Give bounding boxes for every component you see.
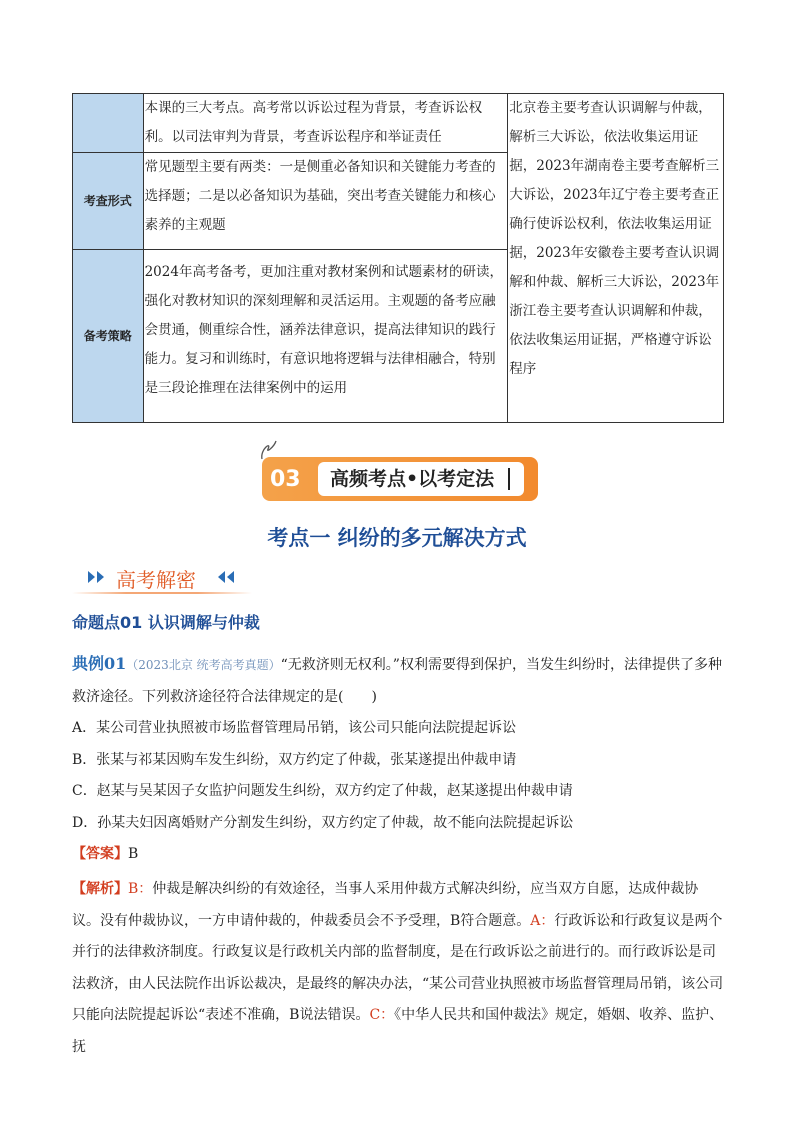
subsection-label: 高考解密	[116, 568, 196, 592]
table-row	[73, 94, 724, 153]
question-lead: 典例01	[72, 654, 127, 673]
analysis-text-3: 《中华人民共和国仲裁法》规定，婚姻、收养、监护、抚	[72, 1007, 724, 1055]
banner-title-box	[318, 462, 524, 496]
analysis-key-c: C：	[369, 1007, 395, 1023]
answer-value: B	[128, 846, 139, 862]
banner-number: 03	[270, 467, 301, 492]
exam-content-cell: 本课的三大考点。高考常以诉讼过程为背景，考查诉讼权利。以司法审判为背景，考查诉讼程序和举证责任	[143, 94, 508, 153]
analysis-text-2: 行政诉讼和行政复议是两个并行的法律救济制度。行政复议是行政机关内部的监督制度，是在行政诉讼之前进行的。而行政诉讼是司法救济，由人民法院作出诉讼裁决，是最终的解决办法，“某公司营业执照被市场监督管理局吊销，该公司只能向法院提起诉讼“表述不准确，B说法错误。	[72, 912, 724, 1023]
option-d: D．孙某夫妇因离婚财产分割发生纠纷，双方约定了仲裁，故不能向法院提起诉讼	[72, 814, 574, 831]
example-question	[72, 648, 726, 871]
topic-heading: 命题点01 认识调解与仲裁	[72, 613, 260, 632]
double-arrow-right-icon	[88, 570, 110, 584]
analysis-label: 【解析】	[72, 881, 128, 897]
option-a: A．某公司营业执照被市场监督管理局吊销，该公司只能向法院提起诉讼	[72, 720, 517, 736]
option-c: C．赵某与吴某因子女监护问题发生纠纷，双方约定了仲裁，赵某遂提出仲裁申请	[72, 783, 573, 799]
row-label-strategy: 备考策略	[73, 250, 144, 423]
answer-line	[72, 839, 726, 871]
analysis-key-a: A：	[530, 912, 555, 929]
option-b: B．张某与祁某因购车发生纠纷，双方约定了仲裁，张某遂提出仲裁申请	[72, 751, 517, 768]
strategy-cell: 2024年高考备考，更加注重对教材案例和试题素材的研读，强化对教材知识的深刻理解和灵活运用。主观题的备考应融会贯通，侧重综合性，涵养法律意识，提高法律知识的践行能力。复习和训练时，有意识地将逻辑与法律相融合，特别是三段论推理在法律案例中的运用	[143, 250, 508, 423]
row-label	[73, 94, 144, 153]
subsection-header	[88, 564, 248, 592]
question-stem: “无救济则无权利。”权利需要得到保护，当发生纠纷时，法律提供了多种救济途径。下列救济途径符合法律规定的是( )	[72, 657, 722, 705]
exam-trend-cell: 北京卷主要考查认识调解与仲裁，解析三大诉讼，依法收集运用证据，2023年湖南卷主要考查解析三大诉讼，2023年辽宁卷主要考查正确行使诉讼权利，依法收集运用证据，2023年安徽卷主要考查认识调解和仲裁、解析三大诉讼，2023年浙江卷主要考查认识调解和仲裁，依法收集运用证据，严格遵守诉讼程序	[508, 94, 724, 423]
section-title: 考点一 纠纷的多元解决方式	[267, 526, 527, 550]
analysis-text-1: 仲裁是解决纠纷的有效途径，当事人采用仲裁方式解决纠纷，应当双方自愿，达成仲裁协议。没有仲裁协议，一方申请仲裁的，仲裁委员会不予受理，B符合题意。	[72, 881, 699, 929]
row-label-exam-form: 考查形式	[73, 153, 144, 250]
exam-form-cell: 常见题型主要有两类：一是侧重必备知识和关键能力考查的选择题；二是以必备知识为基础，突出考查关键能力和核心素养的主观题	[143, 153, 508, 250]
analysis-paragraph	[72, 874, 726, 1063]
answer-label: 【答案】	[72, 846, 128, 862]
subsection-underline	[72, 592, 252, 594]
banner-title: 高频考点•以考定法	[330, 468, 495, 490]
question-source: （2023北京 统考高考真题）	[126, 658, 281, 672]
text-cursor-icon	[508, 468, 510, 490]
exam-info-table	[72, 93, 724, 423]
double-arrow-left-icon	[218, 570, 240, 584]
analysis-key-b: B：	[128, 881, 153, 897]
section-banner	[258, 437, 543, 509]
banner-box	[262, 457, 538, 501]
